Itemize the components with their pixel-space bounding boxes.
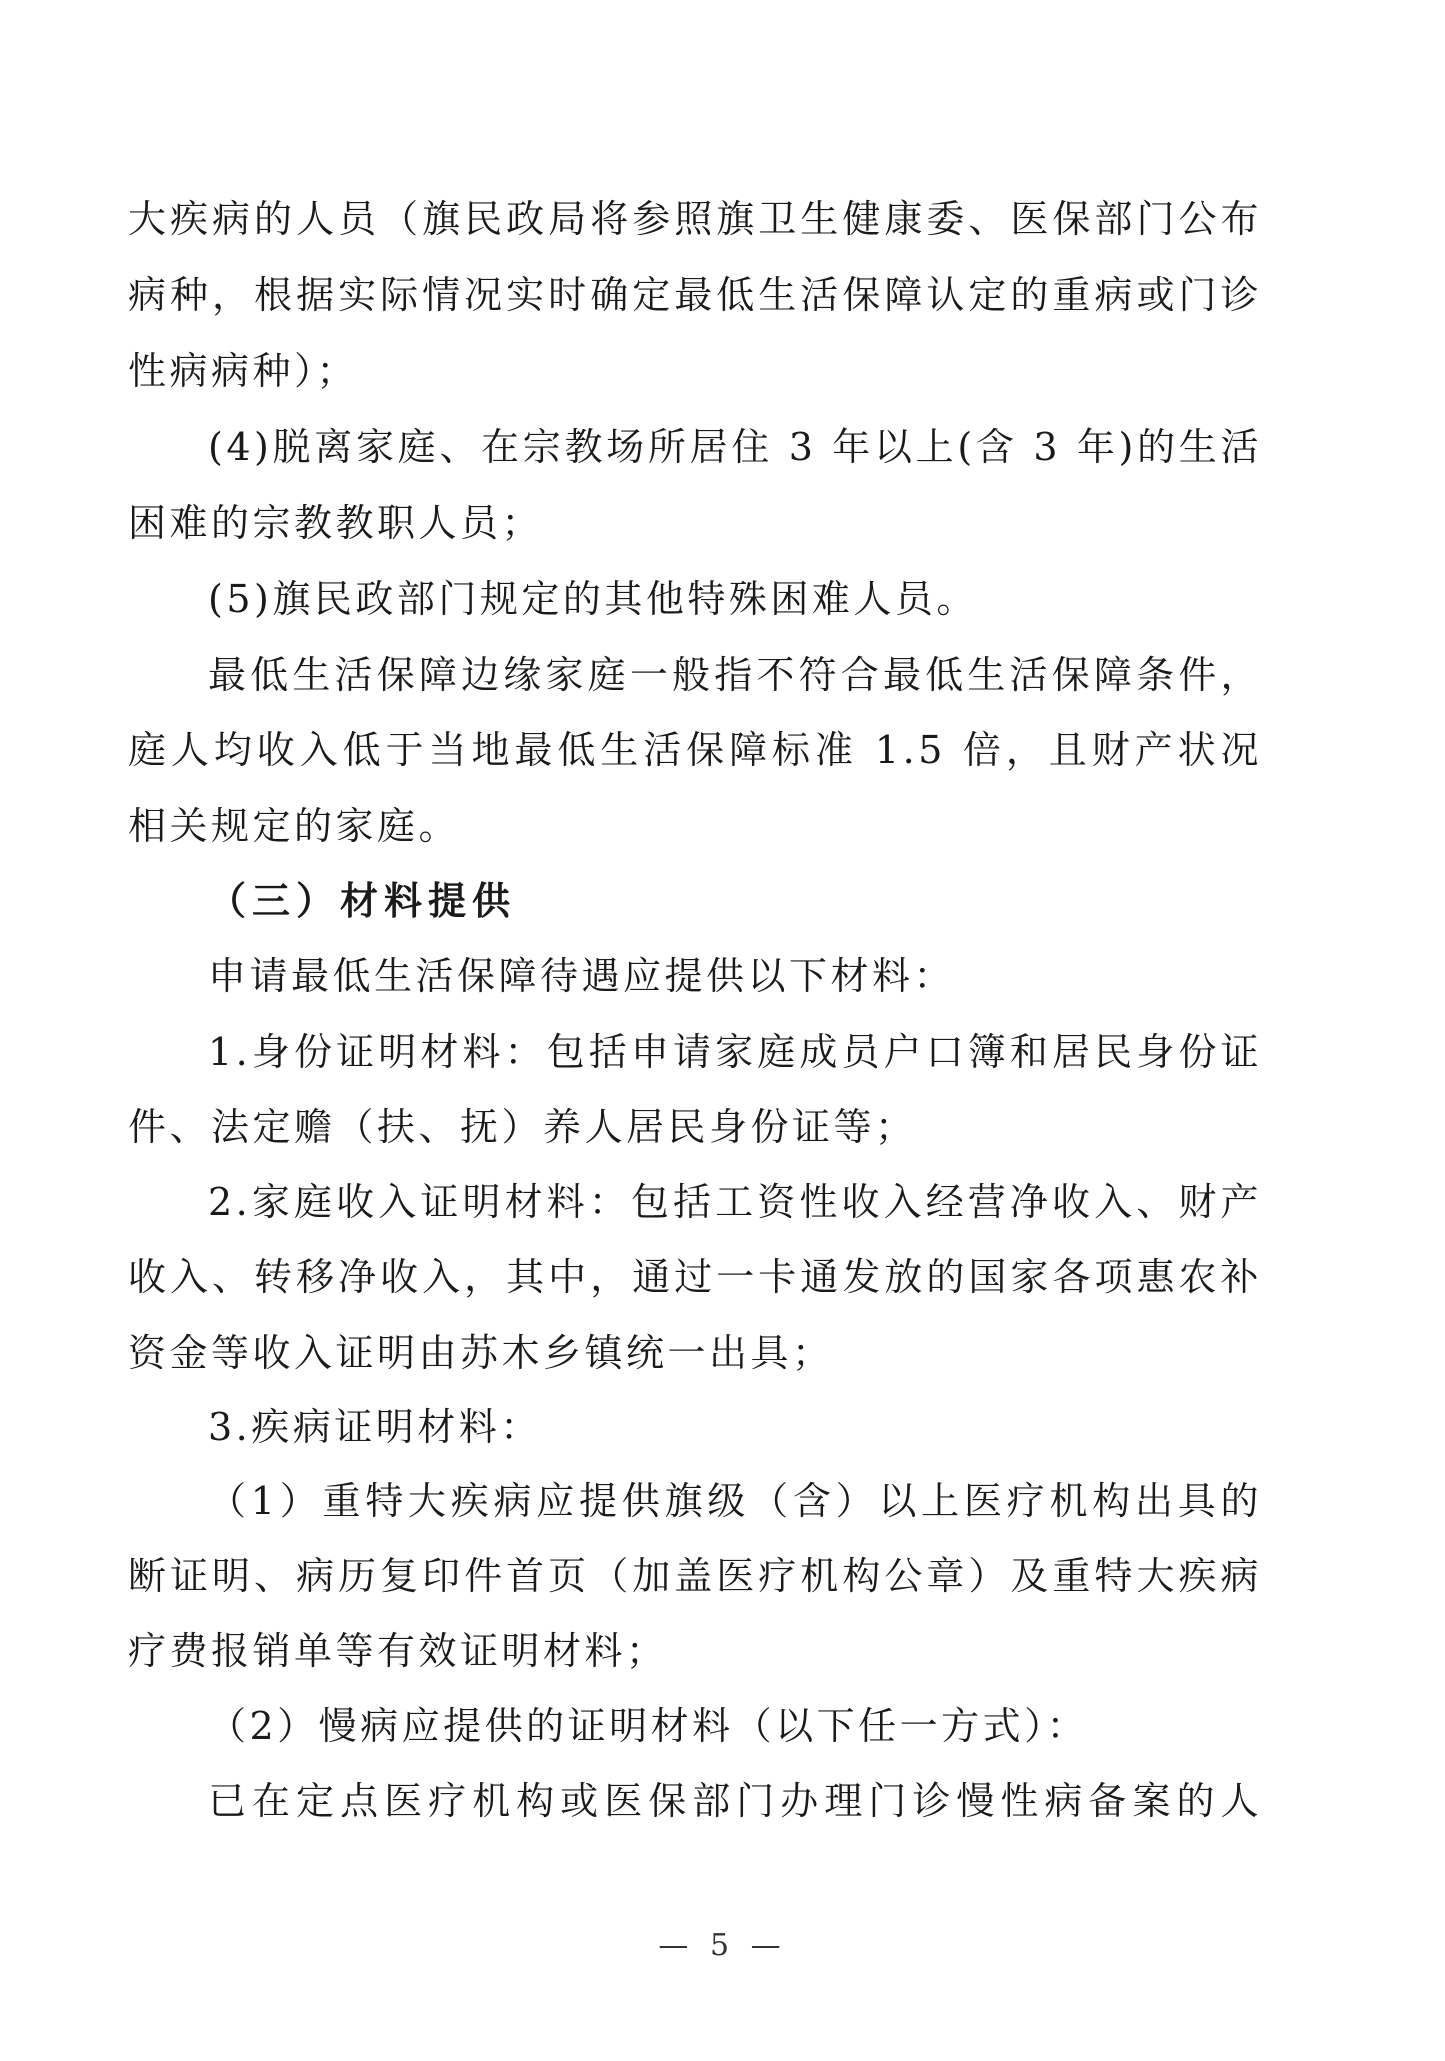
page-number: — 5 —	[658, 1928, 787, 1963]
body-text-line: 大疾病的人员（旗民政局将参照旗卫生健康委、医保部门公布	[128, 197, 1262, 241]
body-text-line: 性病病种）；	[128, 349, 359, 393]
body-text-line: 件、法定赡（扶、抚）养人居民身份证等；	[128, 1105, 917, 1149]
body-text-line: (4)脱离家庭、在宗教场所居住 3 年以上(含 3 年)的生活	[208, 425, 1262, 469]
body-text-line: 病种，根据实际情况实时确定最低生活保障认定的重病或门诊	[128, 273, 1262, 317]
body-text-line: （1）重特大疾病应提供旗级（含）以上医疗机构出具的	[208, 1479, 1262, 1523]
body-text-line: 疗费报销单等有效证明材料；	[128, 1629, 668, 1673]
body-text-line: 庭人均收入低于当地最低生活保障标准 1.5 倍，且财产状况	[128, 728, 1262, 772]
body-text-line: 2.家庭收入证明材料：包括工资性收入经营净收入、财产	[208, 1180, 1262, 1224]
body-text-line: 最低生活保障边缘家庭一般指不符合最低生活保障条件，	[208, 653, 1262, 697]
body-text-line: 已在定点医疗机构或医保部门办理门诊慢性病备案的人	[208, 1779, 1262, 1823]
body-text-line: 资金等收入证明由苏木乡镇统一出具；	[128, 1331, 834, 1375]
body-text-line: 断证明、病历复印件首页（加盖医疗机构公章）及重特大疾病	[128, 1554, 1262, 1598]
body-text-line: 3.疾病证明材料：	[208, 1405, 542, 1449]
body-text-line: 申请最低生活保障待遇应提供以下材料：	[208, 954, 956, 998]
body-text-line: 困难的宗教教职人员；	[128, 501, 544, 545]
body-text-line: (5)旗民政部门规定的其他特殊困难人员。	[208, 577, 978, 621]
body-text-line: 相关规定的家庭。	[128, 804, 461, 848]
section-heading: （三）材料提供	[208, 878, 517, 923]
body-text-line: （2）慢病应提供的证明材料（以下任一方式）：	[208, 1704, 1089, 1748]
body-text-line: 1.身份证明材料：包括申请家庭成员户口簿和居民身份证	[208, 1030, 1262, 1074]
body-text-line: 收入、转移净收入，其中，通过一卡通发放的国家各项惠农补	[128, 1255, 1262, 1299]
